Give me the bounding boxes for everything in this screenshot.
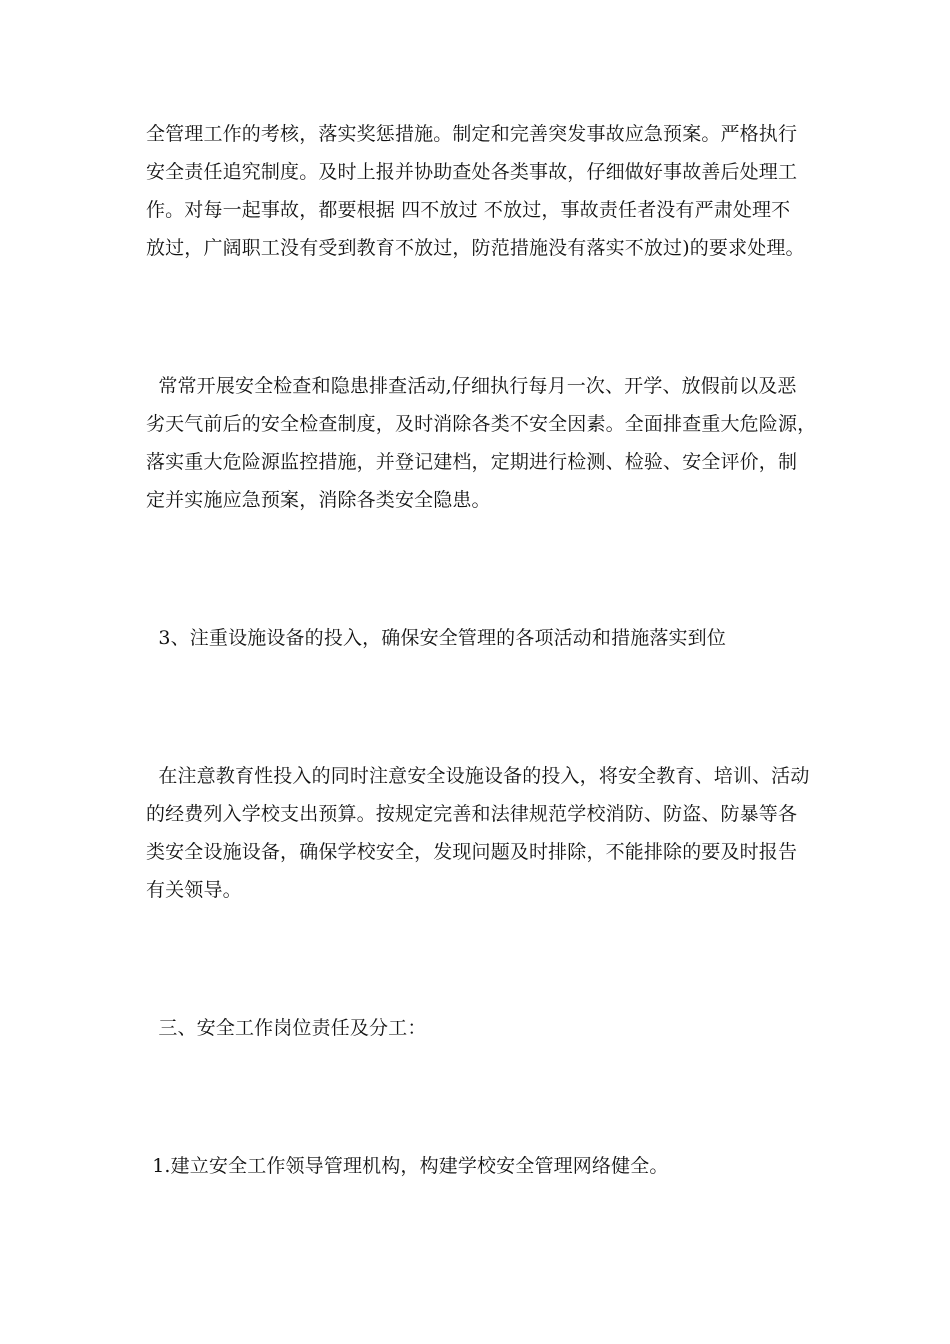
- paragraph-2-line-3: 落实重大危险源监控措施，并登记建档，定期进行检测、检验、安全评价，制: [146, 451, 798, 473]
- paragraph-3-line-1: 在注意教育性投入的同时注意安全设施设备的投入，将安全教育、培训、活动: [146, 765, 810, 787]
- paragraph-2-line-2: 劣天气前后的安全检查制度，及时消除各类不安全因素。全面排查重大危险源，: [146, 413, 817, 435]
- paragraph-1-line-4: 放过，广阔职工没有受到教育不放过，防范措施没有落实不放过)的要求处理。: [146, 237, 805, 259]
- paragraph-1-line-2: 安全责任追究制度。及时上报并协助查处各类事故，仔细做好事故善后处理工: [146, 161, 798, 183]
- paragraph-2-line-1: 常常开展安全检查和隐患排查活动,仔细执行每月一次、开学、放假前以及恶: [146, 375, 797, 397]
- paragraph-1-line-1: 全管理工作的考核，落实奖惩措施。制定和完善突发事故应急预案。严格执行: [146, 123, 798, 145]
- paragraph-3-line-4: 有关领导。: [146, 879, 242, 901]
- subheading-3: 3、注重设施设备的投入，确保安全管理的各项活动和措施落实到位: [146, 627, 726, 649]
- paragraph-3-line-2: 的经费列入学校支出预算。按规定完善和法律规范学校消防、防盗、防暴等各: [146, 803, 798, 825]
- paragraph-2-line-4: 定并实施应急预案，消除各类安全隐患。: [146, 489, 491, 511]
- paragraph-1-line-3: 作。对每一起事故，都要根据 四不放过 不放过，事故责任者没有严肃处理不: [146, 199, 791, 221]
- section-heading: 三、安全工作岗位责任及分工：: [146, 1017, 427, 1039]
- paragraph-3-line-3: 类安全设施设备，确保学校安全，发现问题及时排除，不能排除的要及时报告: [146, 841, 798, 863]
- list-item-1: 1.建立安全工作领导管理机构，构建学校安全管理网络健全。: [146, 1155, 669, 1177]
